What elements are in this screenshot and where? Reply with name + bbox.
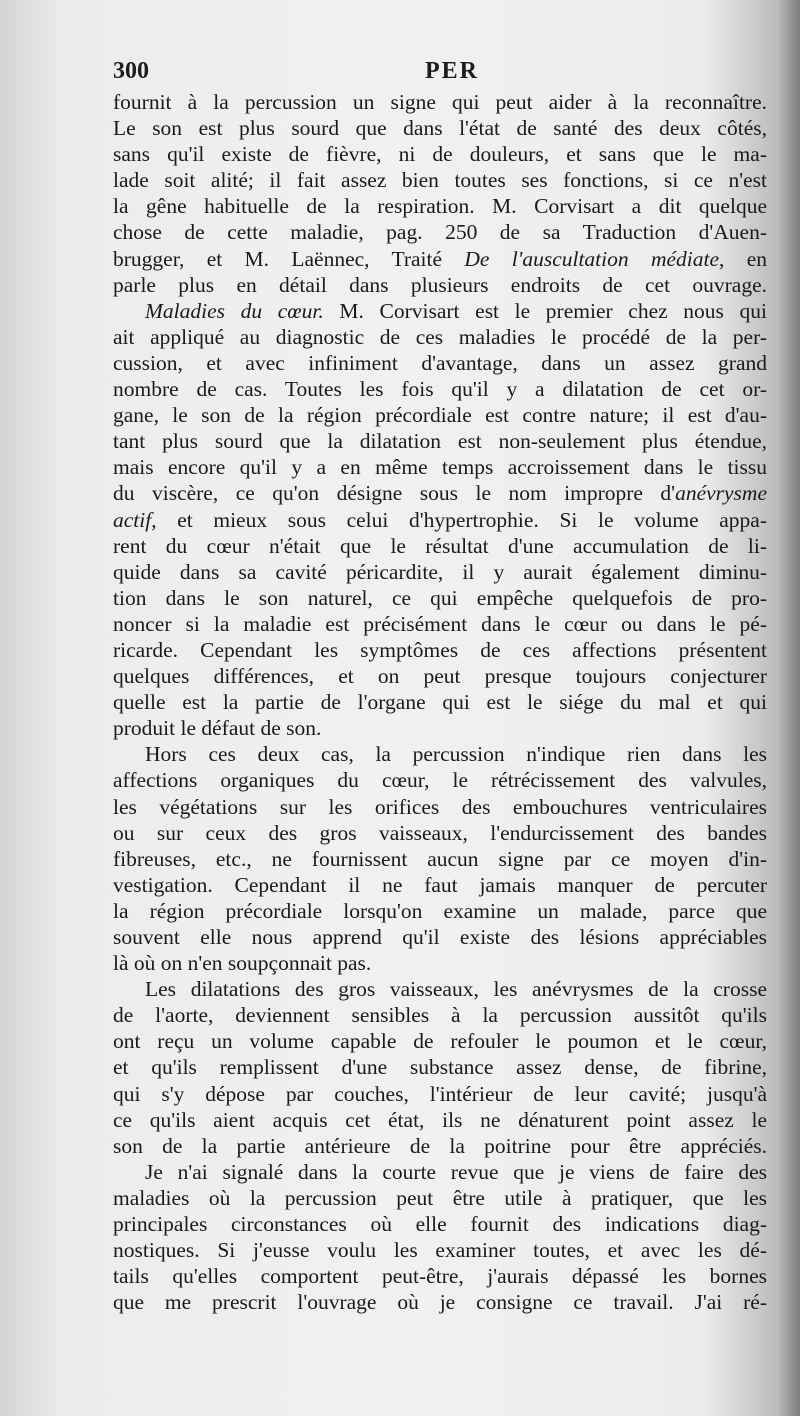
page-edge-shadow (778, 0, 800, 1416)
text-line: là où on n'en soupçonnait pas. (113, 951, 372, 976)
text-line: ou sur ceux des gros vaisseaux, l'endurcissement des bandes (113, 820, 767, 845)
text-line: ricarde. Cependant les symptômes de ces affections présentent (113, 637, 767, 662)
text-line (113, 507, 767, 533)
text-segment: M. Corvisart est le premier chez nous qui (323, 298, 767, 323)
italic-term: actif (113, 507, 152, 532)
text-segment: brugger, et M. Laënnec, Traité (113, 246, 465, 271)
text-line (113, 246, 767, 272)
italic-term: anévrysme (675, 481, 767, 506)
text-line: quelques différences, et on peut presque toujours conjecturer (113, 664, 767, 689)
text-line: souvent elle nous apprend qu'il existe des lésions appréciables (113, 925, 767, 949)
text-line: parle plus en détail dans plusieurs endroits de cet ouvrage. (113, 272, 767, 297)
text-segment: , et mieux sous celui d'hypertrophie. Si le volume appa- (151, 507, 767, 532)
text-line: tails qu'elles comportent peut-être, j'aurais dépassé les bornes (113, 1264, 767, 1289)
page-header (113, 58, 763, 88)
text-line: chose de cette maladie, pag. 250 de sa Traduction d'Auen- (113, 220, 767, 245)
body-text (113, 89, 767, 1315)
text-line: principales circonstances où elle fournit des indications diag- (113, 1212, 767, 1237)
text-line: nombre de cas. Toutes les fois qu'il y a dilatation de cet or- (113, 377, 767, 402)
text-line: rent du cœur n'était que le résultat d'une accumulation de li- (113, 533, 767, 558)
text-segment: du viscère, ce qu'on désigne sous le nom impropre d' (113, 481, 676, 506)
running-head: PER (425, 58, 479, 84)
text-line: affections organiques du cœur, le rétrécissement des valvules, (113, 768, 767, 793)
text-line: quelle est la partie de l'organe qui est le siége du mal et qui (113, 690, 767, 715)
text-line: et qu'ils remplissent d'une substance assez dense, de fibrine, (113, 1055, 767, 1080)
section-heading: Maladies du cœur. (145, 298, 324, 323)
text-line: lade soit alité; il fait assez bien toutes ses fonctions, si ce n'est (113, 168, 767, 193)
text-line: gane, le son de la région précordiale est contre nature; il est d'au- (113, 403, 767, 428)
text-line: tant plus sourd que la dilatation est non-seulement plus étendue, (113, 429, 767, 454)
page-number: 300 (113, 58, 149, 84)
text-line: vestigation. Cependant il ne faut jamais manquer de percuter (113, 872, 767, 897)
text-segment: , en (719, 246, 767, 271)
italic-title: De l'auscultation médiate (464, 246, 720, 271)
text-line: sans qu'il existe de fièvre, ni de douleurs, et sans que le ma- (113, 142, 767, 167)
text-line: la région précordiale lorsqu'on examine un malade, parce que (113, 898, 767, 923)
text-line: la gêne habituelle de la respiration. M. Corvisart a dit quelque (113, 194, 767, 219)
text-line: Le son est plus sourd que dans l'état de santé des deux côtés, (113, 116, 767, 141)
text-line: nostiques. Si j'eusse voulu les examiner toutes, et avec les dé- (113, 1238, 767, 1263)
text-line: fournit à la percussion un signe qui peut aider à la reconnaître. (113, 90, 767, 114)
text-line: maladies où la percussion peut être utile à pratiquer, que les (113, 1185, 767, 1210)
text-line: son de la partie antérieure de la poitrine pour être appréciés. (113, 1133, 767, 1158)
text-line: qui s'y dépose par couches, l'intérieur de leur cavité; jusqu'à (113, 1081, 767, 1106)
text-line: produit le défaut de son. (113, 716, 322, 741)
text-line: mais encore qu'il y a en même temps accroissement dans le tissu (113, 455, 767, 480)
text-line: ce qu'ils aient acquis cet état, ils ne dénaturent point assez le (113, 1107, 767, 1132)
text-line: de l'aorte, deviennent sensibles à la percussion aussitôt qu'ils (113, 1003, 767, 1028)
text-line: cussion, et avec infiniment d'avantage, dans un assez grand (113, 350, 767, 375)
text-line: Les dilatations des gros vaisseaux, les anévrysmes de la crosse (145, 977, 767, 1002)
text-line: ont reçu un volume capable de refouler le poumon et le cœur, (113, 1029, 767, 1054)
text-line: ait appliqué au diagnostic de ces maladies le procédé de la per- (113, 324, 767, 349)
text-line: Je n'ai signalé dans la courte revue que je viens de faire des (145, 1159, 767, 1184)
text-line: tion dans le son naturel, ce qui empêche quelquefois de pro- (113, 585, 767, 610)
text-line: noncer si la maladie est précisément dans le cœur ou dans le pé- (113, 611, 767, 636)
text-line: quide dans sa cavité péricardite, il y aurait également diminu- (113, 559, 767, 584)
text-line (113, 480, 767, 506)
text-line: les végétations sur les orifices des embouchures ventriculaires (113, 794, 767, 819)
text-line: que me prescrit l'ouvrage où je consigne ce travail. J'ai ré- (113, 1290, 767, 1315)
text-line: fibreuses, etc., ne fournissent aucun signe par ce moyen d'in- (113, 846, 767, 871)
text-line (113, 298, 767, 324)
text-line: Hors ces deux cas, la percussion n'indique rien dans les (145, 742, 767, 767)
